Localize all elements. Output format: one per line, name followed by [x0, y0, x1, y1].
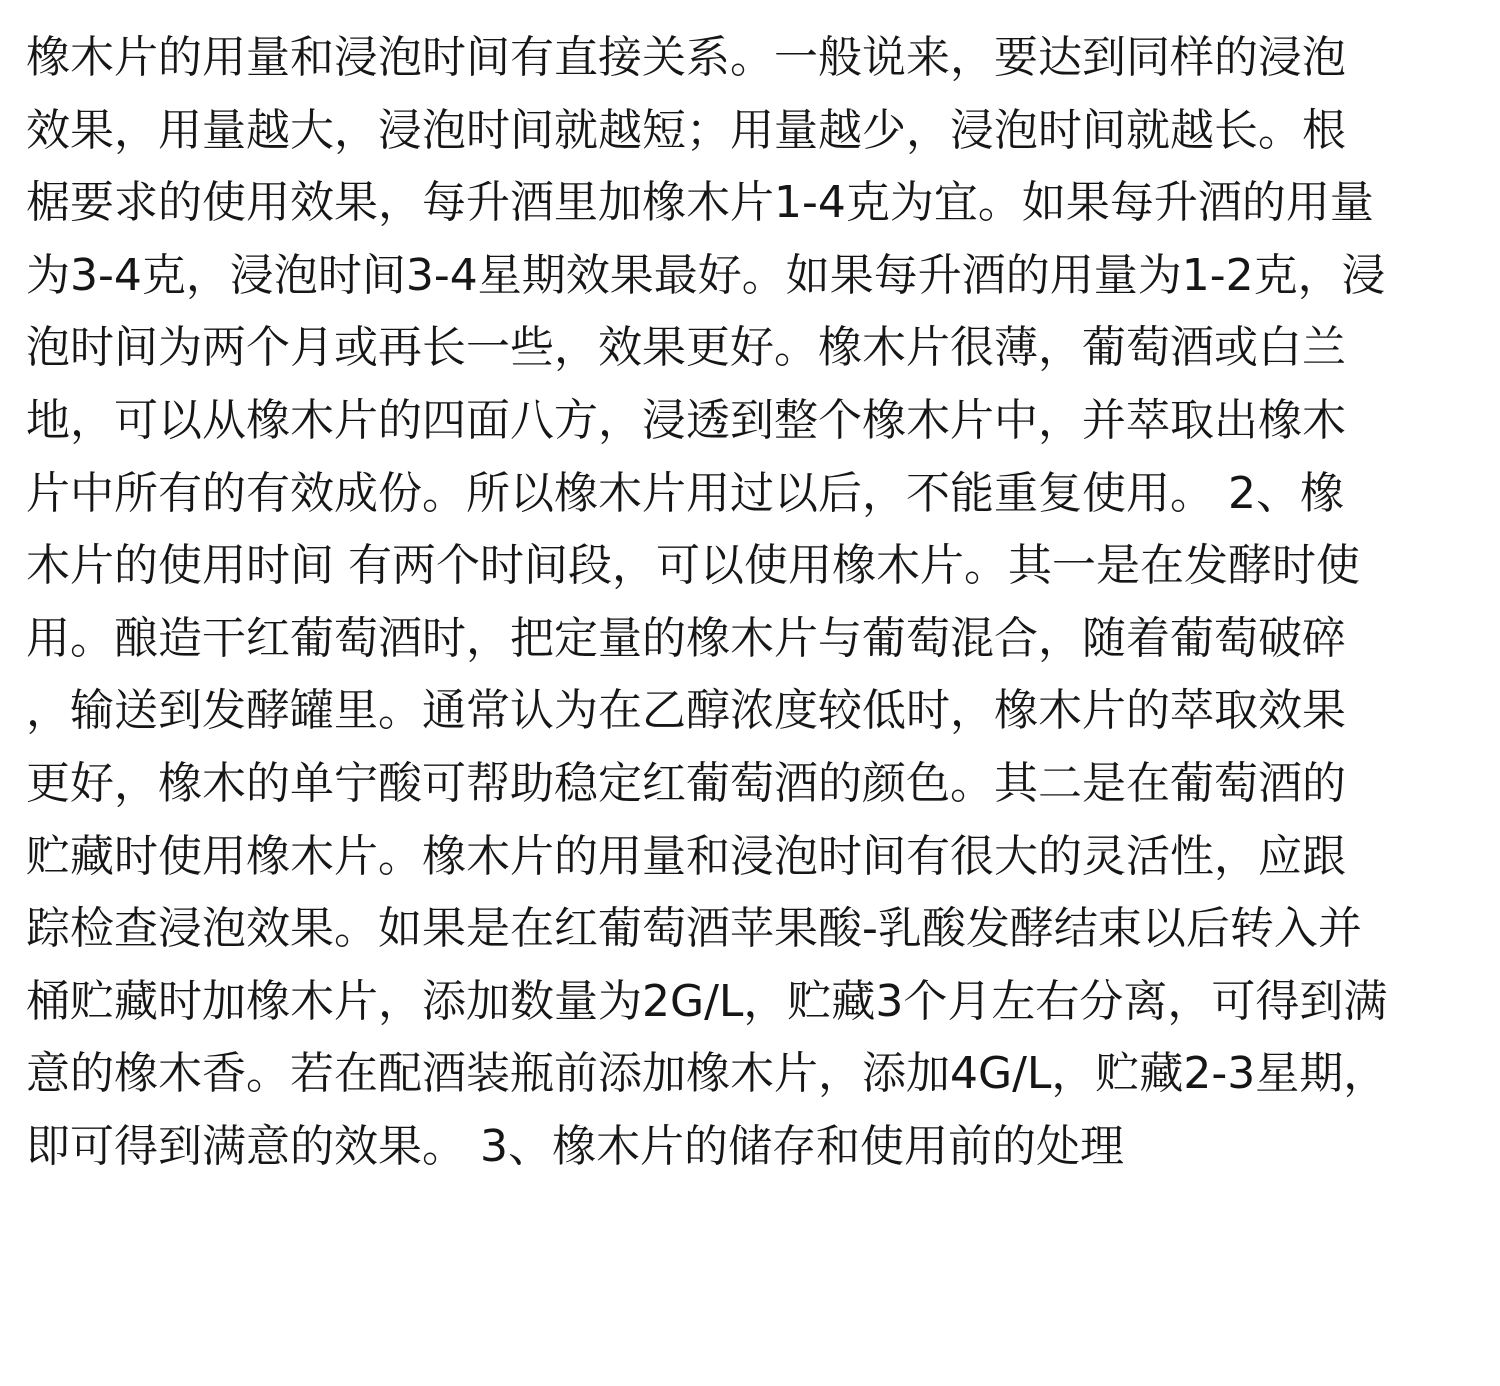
text-line: 踪检查浸泡效果。如果是在红葡萄酒苹果酸-乳酸发酵结束以后转入并	[26, 903, 1362, 955]
text-line: 地，可以从橡木片的四面八方，浸透到整个橡木片中，并萃取出橡木	[26, 394, 1346, 446]
text-line: 为3-4克，浸泡时间3-4星期效果最好。如果每升酒的用量为1-2克，浸	[26, 249, 1386, 301]
text-line: 效果，用量越大，浸泡时间就越短；用量越少，浸泡时间就越长。根	[26, 104, 1346, 156]
text-line: ，输送到发酵罐里。通常认为在乙醇浓度较低时，橡木片的萃取效果	[26, 685, 1346, 737]
text-line: 木片的使用时间 有两个时间段，可以使用橡木片。其一是在发酵时使	[26, 540, 1360, 592]
text-line: 泡时间为两个月或再长一些，效果更好。橡木片很薄，葡萄酒或白兰	[26, 322, 1346, 374]
text-line: 片中所有的有效成份。所以橡木片用过以后，不能重复使用。 2、橡	[26, 467, 1344, 519]
text-line: 意的橡木香。若在配酒装瓶前添加橡木片，添加4G/L，贮藏2-3星期，	[26, 1048, 1388, 1100]
text-line: 椐要求的使用效果，每升酒里加橡木片1-4克为宜。如果每升酒的用量	[26, 177, 1374, 229]
article-text	[26, 22, 1500, 1184]
text-line: 用。酿造干红葡萄酒时，把定量的橡木片与葡萄混合，随着葡萄破碎	[26, 612, 1346, 664]
text-line: 贮藏时使用橡木片。橡木片的用量和浸泡时间有很大的灵活性，应跟	[26, 830, 1346, 882]
text-line: 更好，橡木的单宁酸可帮助稳定红葡萄酒的颜色。其二是在葡萄酒的	[26, 757, 1346, 809]
text-line: 桶贮藏时加橡木片，添加数量为2G/L，贮藏3个月左右分离，可得到满	[26, 975, 1388, 1027]
text-line: 即可得到满意的效果。 3、橡木片的储存和使用前的处理	[26, 1120, 1124, 1172]
text-line: 橡木片的用量和浸泡时间有直接关系。一般说来，要达到同样的浸泡	[26, 32, 1346, 83]
